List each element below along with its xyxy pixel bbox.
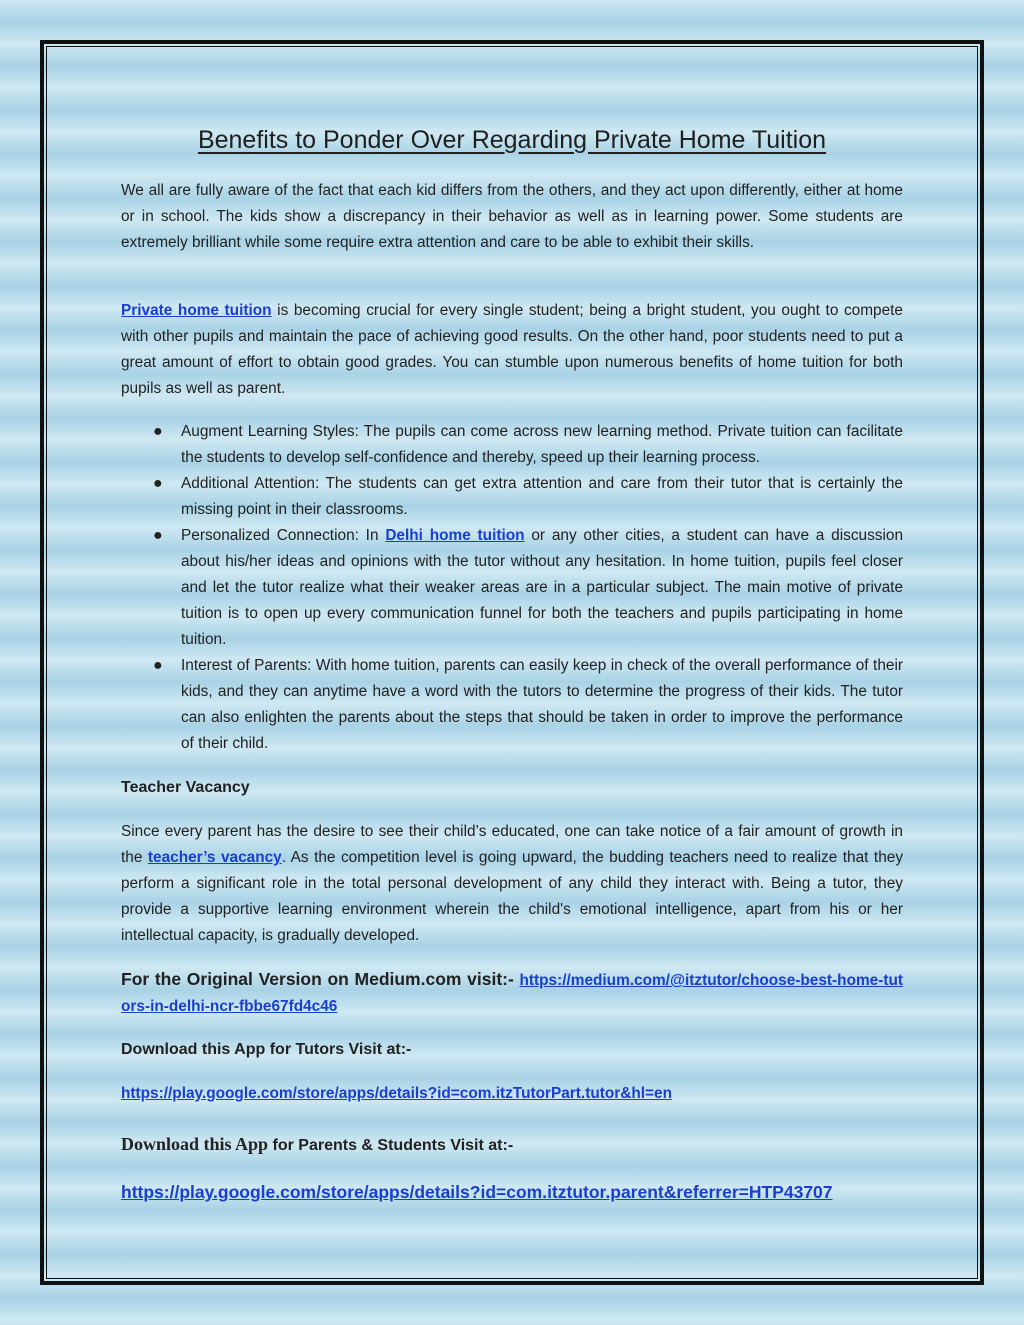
document-title: Benefits to Ponder Over Regarding Private Home Tuition xyxy=(197,126,827,154)
benefit-augment-learning: Augment Learning Styles: The pupils can come across new learning method. Private tuition can facilitate the students to develop self-confidence and thereby, speed up their learning process. xyxy=(181,423,903,466)
list-item xyxy=(121,653,903,757)
medium-label: For the Original Version on Medium.com visit:- xyxy=(121,969,520,989)
tuition-paragraph xyxy=(121,298,903,402)
teacher-vacancy-heading: Teacher Vacancy xyxy=(121,779,250,796)
parents-app-label xyxy=(121,1131,903,1159)
parents-app-line xyxy=(121,1179,903,1205)
list-item xyxy=(121,419,903,471)
teacher-vacancy-text-after: . As the competition level is going upward, the budding teachers need to realize that they perform a significant role in the total personal development of any child they interact with. Being a tutor, they provide a supportive learning environment wherein the child's emotional intelligence, apart from his or her intellectual capacity, is gradually developed. xyxy=(121,849,904,944)
tuition-paragraph-text: is becoming crucial for every single student; being a bright student, you ought to compete with other pupils and maintain the pace of achieving good results. On the other hand, poor students need to put a great amount of effort to obtain good grades. You can stumble upon numerous benefits of home tuition for both pupils as well as parent. xyxy=(121,302,903,397)
parents-app-link[interactable]: https://play.google.com/store/apps/details?id=com.itztutor.parent&referrer=HTP43707 xyxy=(121,1182,833,1202)
benefit-interest-parents: Interest of Parents: With home tuition, parents can easily keep in check of the overall performance of their kids, and they can anytime have a word with the tutors to determine the progress of their kids. The tutor can also enlighten the parents about the steps that should be taken in order to improve the performance of their child. xyxy=(181,657,903,752)
benefit-additional-attention: Additional Attention: The students can get extra attention and care from their tutor that is certainly the missing point in their classrooms. xyxy=(181,475,903,518)
parents-app-label-serif: Download this App xyxy=(121,1134,269,1154)
medium-link[interactable]: https://medium.com/@itztutor/choose-best-home-tutors-in-delhi-ncr-fbbe67fd4c46 xyxy=(121,972,903,1015)
benefit-personalized-before: Personalized Connection: In xyxy=(181,527,386,544)
parents-app-label-rest: for Parents & Students Visit at:- xyxy=(268,1137,514,1154)
medium-line xyxy=(121,966,903,1020)
bullet-dot-icon: ● xyxy=(153,423,163,440)
tutors-app-link[interactable]: https://play.google.com/store/apps/details?id=com.itzTutorPart.tutor&hl=en xyxy=(121,1085,672,1102)
bullet-dot-icon: ● xyxy=(153,475,163,492)
bullet-dot-icon: ● xyxy=(153,527,163,544)
teacher-vacancy-link[interactable]: teacher’s vacancy xyxy=(147,849,282,866)
list-item xyxy=(121,523,903,653)
private-home-tuition-link[interactable]: Private home tuition xyxy=(121,302,272,319)
intro-paragraph: We all are fully aware of the fact that each kid differs from the others, and they act upon differently, either at home or in school. The kids show a discrepancy in their behavior as well as in learning power. Some students are extremely brilliant while some require extra attention and care to be able to exhibit their skills. xyxy=(121,182,903,251)
delhi-home-tuition-link[interactable]: Delhi home tuition xyxy=(385,527,525,544)
benefits-list xyxy=(121,419,903,757)
tutors-app-line xyxy=(121,1081,903,1107)
tutors-app-label: Download this App for Tutors Visit at:- xyxy=(121,1041,412,1058)
benefit-personalized-after: or any other cities, a student can have a discussion about his/her ideas and opinions with the tutor without any hesitation. In home tuition, pupils feel closer and let the tutor realize what their weaker areas are in a particular subject. The main motive of private tuition is to open up every communication funnel for both the teachers and pupils participating in home tuition. xyxy=(181,527,904,648)
list-item xyxy=(121,471,903,523)
bullet-dot-icon: ● xyxy=(153,657,163,674)
teacher-vacancy-paragraph xyxy=(121,819,903,949)
teacher-vacancy-text-before: Since every parent has the desire to see their child’s educated, one can take notice of a fair amount of growth in the xyxy=(121,823,903,866)
